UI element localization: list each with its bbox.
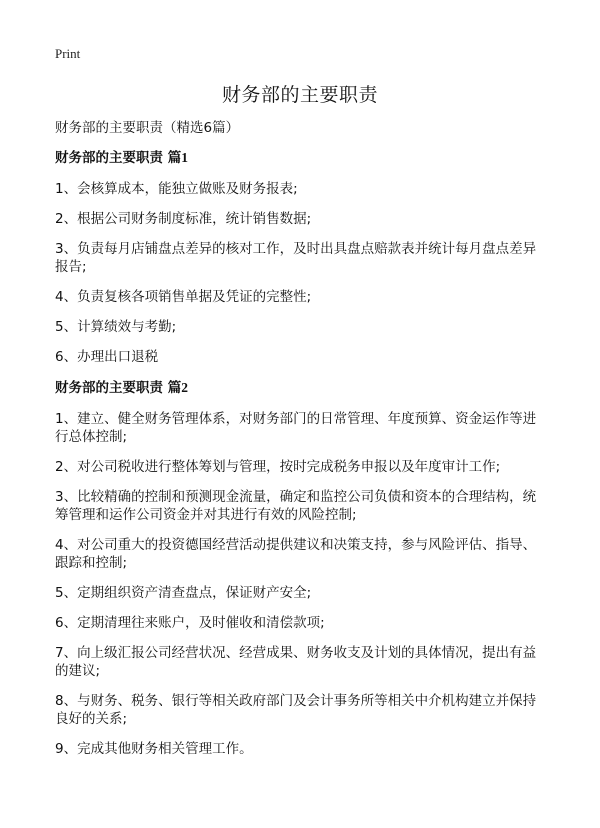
document-title: 财务部的主要职责: [221, 84, 378, 106]
list-item: 1、会核算成本，能独立做账及财务报表;: [55, 181, 298, 197]
list-item: 5、定期组织资产清查盘点，保证财产安全;: [55, 585, 312, 601]
document-body: [55, 118, 545, 770]
list-item: 4、负责复核各项销售单据及凭证的完整性;: [55, 289, 312, 305]
list-item: 1、建立、健全财务管理体系，对财务部门的日常管理、年度预算、资金运作等进行总体控制;: [55, 411, 537, 445]
list-item: 5、计算绩效与考勤;: [55, 319, 177, 335]
section-heading: [55, 378, 545, 398]
list-item: 7、向上级汇报公司经营状况、经营成果、财务收支及计划的具体情况，提出有益的建议;: [55, 645, 537, 679]
print-label: Print: [55, 46, 81, 61]
list-item: 9、完成其他财务相关管理工作。: [55, 741, 253, 757]
section-heading-number: 1: [181, 150, 188, 165]
section-heading-text: 财务部的主要职责 篇: [55, 150, 182, 166]
list-item: 4、对公司重大的投资德国经营活动提供建议和决策支持，参与风险评估、指导、跟踪和控制;: [55, 537, 537, 571]
section-2: [55, 378, 545, 758]
list-item: 6、定期清理往来账户，及时催收和清偿款项;: [55, 615, 325, 631]
list-item: 8、与财务、税务、银行等相关政府部门及会计事务所等相关中介机构建立并保持良好的关系;: [55, 693, 537, 727]
list-item: 6、办理出口退税: [55, 349, 159, 365]
document-subtitle: 财务部的主要职责（精选6篇）: [55, 120, 240, 136]
list-item: 2、根据公司财务制度标准，统计销售数据;: [55, 211, 312, 227]
section-heading-number: 2: [181, 380, 188, 395]
section-heading-text: 财务部的主要职责 篇: [55, 380, 182, 396]
list-item: 3、比较精确的控制和预测现金流量，确定和监控公司负债和资本的合理结构，统筹管理和运作公司资金并对其进行有效的风险控制;: [55, 489, 537, 523]
list-item: 2、对公司税收进行整体筹划与管理，按时完成税务申报以及年度审计工作;: [55, 459, 501, 475]
section-heading: [55, 148, 545, 168]
section-1: [55, 148, 545, 366]
list-item: 3、负责每月店铺盘点差异的核对工作，及时出具盘点赔款表并统计每月盘点差异报告;: [55, 241, 537, 275]
